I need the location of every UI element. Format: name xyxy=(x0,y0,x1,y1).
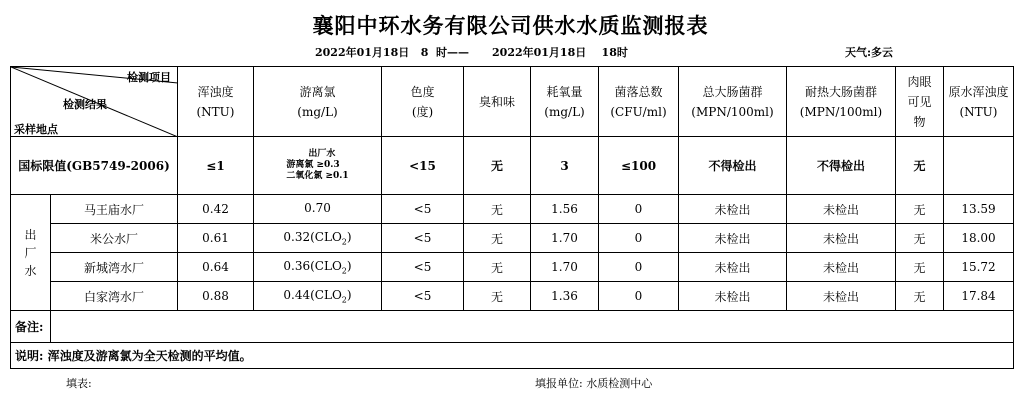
report-date-range: 2022年01月18日 8 时—— 2022年01月18日 18时 xyxy=(315,46,628,59)
total-coliform-value: 未检出 xyxy=(679,195,787,224)
remark-value xyxy=(51,311,1014,343)
site-name: 马王庙水厂 xyxy=(51,195,178,224)
site-name: 白家湾水厂 xyxy=(51,282,178,311)
corner-site-label: 采样地点 xyxy=(14,123,58,136)
corner-item-label: 检测项目 xyxy=(127,71,171,84)
raw-turbidity-value: 13.59 xyxy=(944,195,1014,224)
visible-matter-value: 无 xyxy=(896,224,944,253)
note-text: 说明: 浑浊度及游离氯为全天检测的平均值。 xyxy=(11,343,1014,369)
col-header-oxygen: 耗氧量 (mg/L) xyxy=(531,67,599,137)
diagonal-header-cell xyxy=(11,67,178,137)
limit-color: <15 xyxy=(382,137,464,195)
thermo-coliform-value: 未检出 xyxy=(787,282,896,311)
odor-value: 无 xyxy=(464,224,531,253)
header-row xyxy=(11,67,1014,137)
turbidity-value: 0.88 xyxy=(178,282,254,311)
footer-unit-label: 填报单位: 水质检测中心 xyxy=(535,377,653,390)
col-header-free-chlorine: 游离氯 (mg/L) xyxy=(254,67,382,137)
oxygen-value: 1.56 xyxy=(531,195,599,224)
total-coliform-value: 未检出 xyxy=(679,282,787,311)
limit-free-chlorine: 出厂水 游离氯 ≥0.3 二氧化氯 ≥0.1 xyxy=(254,137,382,195)
odor-value: 无 xyxy=(464,253,531,282)
thermo-coliform-value: 未检出 xyxy=(787,253,896,282)
table-row xyxy=(11,224,1014,253)
color-value: <5 xyxy=(382,224,464,253)
visible-matter-value: 无 xyxy=(896,195,944,224)
col-header-color: 色度 (度) xyxy=(382,67,464,137)
raw-turbidity-value: 17.84 xyxy=(944,282,1014,311)
limit-raw-turbidity xyxy=(944,137,1014,195)
remark-label: 备注: xyxy=(11,311,51,343)
col-header-colony: 菌落总数 (CFU/ml) xyxy=(599,67,679,137)
site-name: 新城湾水厂 xyxy=(51,253,178,282)
water-quality-table xyxy=(10,66,1014,369)
turbidity-value: 0.64 xyxy=(178,253,254,282)
visible-matter-value: 无 xyxy=(896,282,944,311)
raw-turbidity-value: 15.72 xyxy=(944,253,1014,282)
col-header-raw-turbidity: 原水浑浊度 (NTU) xyxy=(944,67,1014,137)
color-value: <5 xyxy=(382,253,464,282)
chlorine-value: $0.32(CLO_2)$ xyxy=(254,224,382,253)
odor-value: 无 xyxy=(464,282,531,311)
limit-thermo-coliform: 不得检出 xyxy=(787,137,896,195)
colony-value: 0 xyxy=(599,282,679,311)
oxygen-value: 1.70 xyxy=(531,224,599,253)
table-row xyxy=(11,195,1014,224)
corner-result-label: 检测结果 xyxy=(63,98,107,111)
colony-value: 0 xyxy=(599,253,679,282)
turbidity-value: 0.42 xyxy=(178,195,254,224)
site-name: 米公水厂 xyxy=(51,224,178,253)
odor-value: 无 xyxy=(464,195,531,224)
color-value: <5 xyxy=(382,195,464,224)
col-header-visible-matter: 肉眼 可见 物 xyxy=(896,67,944,137)
weather-label: 天气:多云 xyxy=(845,46,894,59)
colony-value: 0 xyxy=(599,224,679,253)
limit-oxygen: 3 xyxy=(531,137,599,195)
chlorine-value: $0.44(CLO_2)$ xyxy=(254,282,382,311)
limit-colony: ≤100 xyxy=(599,137,679,195)
limit-turbidity: ≤1 xyxy=(178,137,254,195)
color-value: <5 xyxy=(382,282,464,311)
turbidity-value: 0.61 xyxy=(178,224,254,253)
table-row xyxy=(11,282,1014,311)
total-coliform-value: 未检出 xyxy=(679,253,787,282)
limit-label: 国标限值(GB5749-2006) xyxy=(11,137,178,195)
visible-matter-value: 无 xyxy=(896,253,944,282)
col-header-total-coliform: 总大肠菌群 (MPN/100ml) xyxy=(679,67,787,137)
col-header-turbidity: 浑浊度 (NTU) xyxy=(178,67,254,137)
report-title: 襄阳中环水务有限公司供水水质监测报表 xyxy=(312,13,709,38)
limit-odor: 无 xyxy=(464,137,531,195)
colony-value: 0 xyxy=(599,195,679,224)
limit-row xyxy=(11,137,1014,195)
footer-filler-label: 填表: xyxy=(66,377,92,390)
group-label-factory-water: 出 厂 水 xyxy=(11,195,51,311)
oxygen-value: 1.36 xyxy=(531,282,599,311)
limit-total-coliform: 不得检出 xyxy=(679,137,787,195)
remark-row xyxy=(11,311,1014,343)
col-header-thermo-coliform: 耐热大肠菌群 (MPN/100ml) xyxy=(787,67,896,137)
chlorine-value: $0.36(CLO_2)$ xyxy=(254,253,382,282)
chlorine-value: 0.70 xyxy=(254,195,382,224)
thermo-coliform-value: 未检出 xyxy=(787,195,896,224)
oxygen-value: 1.70 xyxy=(531,253,599,282)
table-row xyxy=(11,253,1014,282)
total-coliform-value: 未检出 xyxy=(679,224,787,253)
col-header-odor: 臭和味 xyxy=(464,67,531,137)
raw-turbidity-value: 18.00 xyxy=(944,224,1014,253)
limit-visible-matter: 无 xyxy=(896,137,944,195)
thermo-coliform-value: 未检出 xyxy=(787,224,896,253)
note-row xyxy=(11,343,1014,369)
